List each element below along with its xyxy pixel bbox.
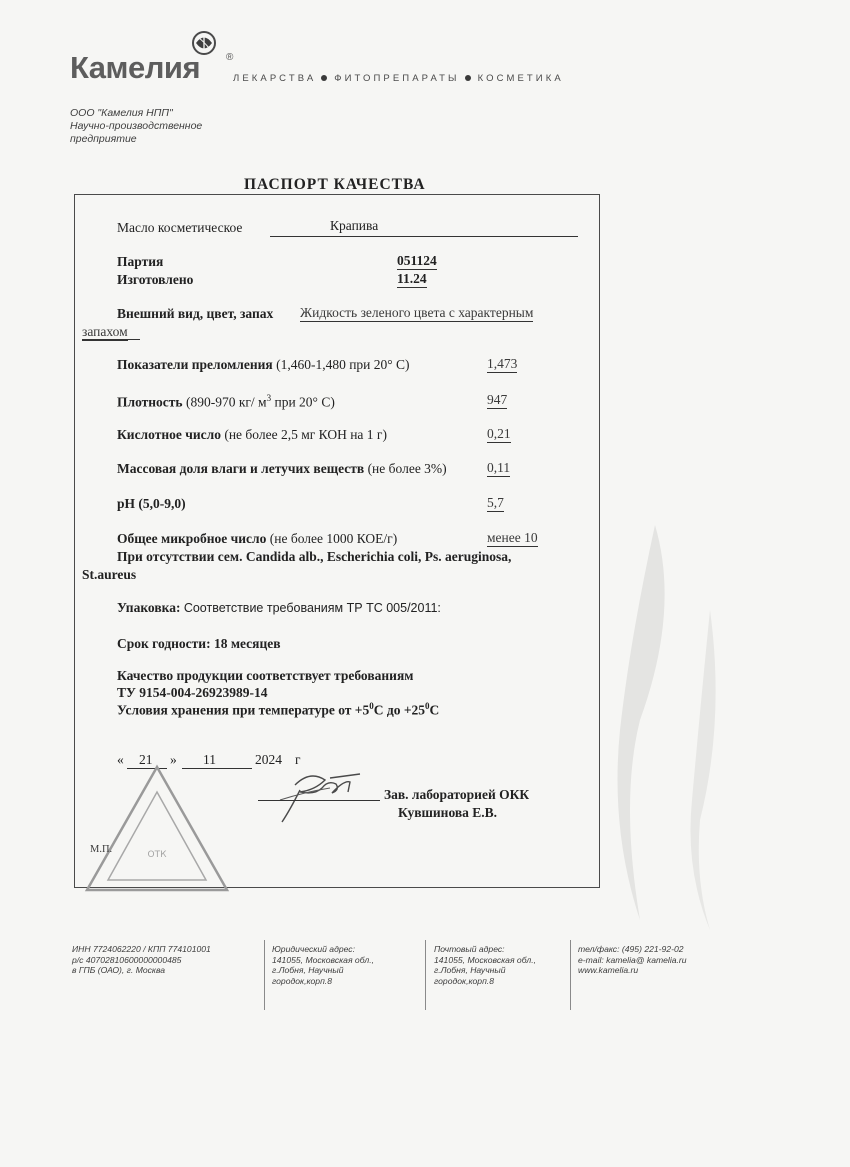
refraction-norm: (1,460-1,480 при 20° С) (272, 357, 410, 372)
acid-row (117, 427, 387, 443)
ph-label: pH (5,0-9,0) (117, 496, 186, 511)
microbe-value: менее 10 (487, 530, 538, 545)
date-month: 11 (203, 752, 216, 767)
signature-image (270, 760, 380, 830)
density-norm-end: при 20° С) (271, 394, 335, 410)
footer-line: г.Лобня, Научный (434, 965, 506, 975)
bullet-icon (321, 75, 327, 81)
date-close-quote: » (170, 752, 177, 767)
date-suffix: г (295, 752, 301, 767)
tagline-item: ФИТОПРЕПАРАТЫ (334, 73, 460, 84)
density-norm-sup: 3 (266, 393, 272, 403)
density-norm: (890-970 кг/ м (182, 394, 267, 410)
absence-line: При отсутствии сем. Candida alb., Escherichia coli, Ps. aeruginosa, (117, 549, 512, 564)
storage-text-mid: С до +25 (373, 702, 426, 718)
footer-divider (570, 940, 571, 1010)
footer-line: р/с 40702810600000000485 (72, 954, 182, 965)
footer-line: Почтовый адрес: (434, 944, 505, 954)
signer-title: Зав. лабораторией ОКК (384, 787, 530, 802)
quality-spec: ТУ 9154-004-26923989-14 (117, 685, 268, 700)
density-value: 947 (487, 392, 508, 407)
camellia-flower-icon (187, 26, 221, 66)
refraction-value: 1,473 (487, 356, 518, 371)
footer-email: e-mail: kamelia@ kamelia.ru (578, 954, 687, 965)
footer-line: Юридический адрес: (272, 944, 355, 954)
microbe-norm: (не более 1000 КОЕ/г) (266, 531, 398, 546)
storage-text-end: С (429, 702, 440, 718)
moisture-label: Массовая доля влаги и летучих веществ (117, 461, 365, 476)
acid-value: 0,21 (487, 426, 511, 441)
footer-divider (425, 940, 426, 1010)
appearance-value: Жидкость зеленого цвета с характерным (300, 305, 534, 320)
stamp-place-label: М.П. (90, 844, 113, 855)
batch-value: 051124 (397, 253, 437, 268)
package-label: Упаковка: (117, 600, 181, 615)
absence-line-cont: St.aureus (82, 567, 137, 582)
ph-value: 5,7 (487, 495, 504, 510)
refraction-label: Показатели преломления (117, 357, 273, 372)
triangle-stamp-image (82, 762, 232, 897)
degree-sup: 0 (369, 701, 374, 711)
refraction-row (117, 357, 410, 373)
company-line: предприятие (70, 133, 137, 145)
company-logo-text: Камелия (70, 50, 201, 85)
footer-bank-details (72, 944, 211, 976)
footer-line: городок,корп.8 (272, 975, 332, 986)
footer-website: www.kamelia.ru (578, 965, 639, 975)
microbe-row (117, 531, 397, 547)
batch-label: Партия (117, 254, 164, 269)
bullet-icon (465, 75, 471, 81)
date-open-quote: « (117, 752, 124, 767)
shelf-life: Срок годности: 18 месяцев (117, 636, 281, 651)
microbe-label: Общее микробное число (117, 531, 267, 546)
package-row (117, 600, 441, 616)
footer-divider (264, 940, 265, 1010)
document-title: ПАСПОРТ КАЧЕСТВА (244, 176, 426, 193)
footer-line: г.Лобня, Научный (272, 965, 344, 975)
tagline (233, 73, 564, 84)
footer-line: городок,корп.8 (434, 975, 494, 986)
signer-name: Кувшинова Е.В. (398, 805, 498, 820)
degree-sup: 0 (425, 701, 430, 711)
made-value: 11.24 (397, 271, 427, 286)
moisture-value: 0,11 (487, 460, 511, 475)
moisture-norm: (не более 3%) (364, 461, 447, 476)
density-label: Плотность (117, 394, 183, 410)
tagline-item: КОСМЕТИКА (477, 73, 564, 84)
date-day: 21 (139, 752, 153, 767)
acid-label: Кислотное число (117, 427, 221, 442)
acid-norm: (не более 2,5 мг КОН на 1 г) (220, 427, 387, 442)
appearance-value-cont: запахом (82, 324, 128, 339)
footer-line: в ГПБ (ОАО), г. Москва (72, 965, 166, 975)
footer-line: ИНН 7724062220 / КПП 774101001 (72, 944, 211, 954)
footer-line: 141055, Московская обл., (272, 954, 374, 965)
appearance-label: Внешний вид, цвет, запах (117, 306, 274, 321)
tagline-item: ЛЕКАРСТВА (233, 73, 317, 84)
quality-statement: Качество продукции соответствует требованиям (117, 668, 414, 683)
company-line: ООО "Камелия НПП" (70, 107, 173, 119)
storage-text: Условия хранения при температуре от +5 (117, 702, 370, 718)
density-row (117, 393, 335, 411)
company-name (70, 107, 202, 146)
moisture-row (117, 461, 447, 477)
made-label: Изготовлено (117, 272, 194, 287)
signature-line (258, 800, 380, 801)
flame-watermark-image (600, 520, 730, 940)
footer-legal-address (272, 944, 374, 986)
package-value: Соответствие требованиям ТР ТС 005/2011: (183, 601, 441, 615)
appearance-underline (82, 339, 140, 340)
registered-mark: ® (226, 52, 234, 63)
footer-line: 141055, Московская обл., (434, 954, 536, 965)
footer-contacts (578, 944, 687, 976)
product-value: Крапива (330, 218, 379, 233)
footer-phone: тел/факс: (495) 221-92-02 (578, 944, 684, 954)
product-label: Масло косметическое (117, 220, 243, 235)
storage-conditions (117, 701, 439, 719)
date-year: 2024 (255, 752, 282, 767)
footer-postal-address (434, 944, 536, 986)
svg-text:ОТК: ОТК (147, 850, 167, 860)
product-underline (270, 236, 578, 237)
company-line: Научно-производственное (70, 120, 203, 132)
